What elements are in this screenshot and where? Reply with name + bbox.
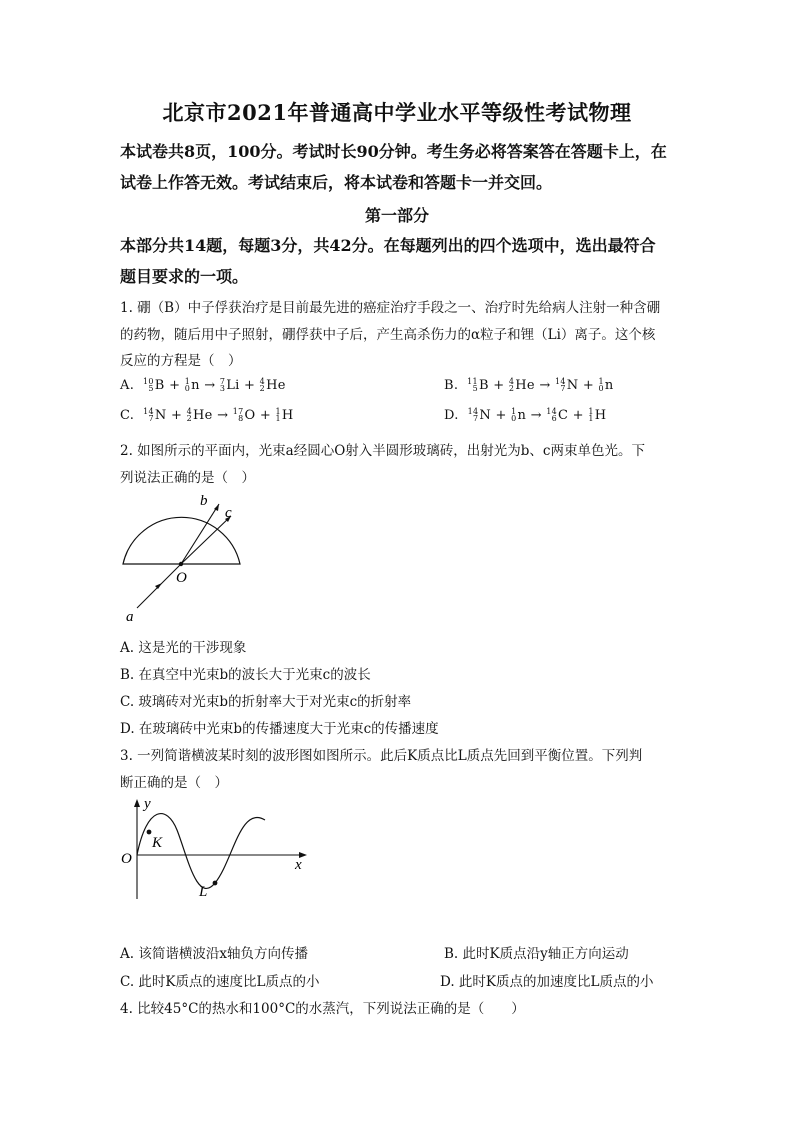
q3-wave-diagram	[115, 795, 315, 905]
q3-option-b: B. 此时K质点沿y轴正方向运动	[444, 946, 629, 962]
ray-a-arrow-icon	[155, 583, 162, 589]
label-b: b	[200, 493, 208, 509]
ray-b	[181, 504, 219, 564]
section-title: 第一部分	[364, 206, 429, 225]
q1-line-3: 反应的方程是（ ）	[120, 353, 242, 369]
section-desc-line-2: 题目要求的一项。	[120, 267, 249, 286]
q3-option-c: C. 此时K质点的速度比L质点的小	[120, 974, 320, 990]
intro-line-2: 试卷上作答无效。考试结束后，将本试卷和答题卡一并交回。	[120, 173, 553, 192]
point-o	[179, 562, 183, 566]
q1-line-1: 1. 硼（B）中子俘获治疗是目前最先进的癌症治疗手段之一、治疗时先给病人注射一种含硼	[120, 300, 661, 316]
q2-line-2: 列说法正确的是（ ）	[120, 470, 255, 486]
y-axis-arrow-icon	[134, 799, 140, 807]
section-desc-line-1: 本部分共14题，每题3分，共42分。在每题列出的四个选项中，选出最符合	[120, 236, 656, 255]
page-title: 北京市2021年普通高中学业水平等级性考试物理	[162, 100, 632, 125]
q2-line-1: 2. 如图所示的平面内，光束a经圆心O射入半圆形玻璃砖，出射光为b、c两束单色光。下	[120, 443, 645, 459]
q2-option-c: C. 玻璃砖对光束b的折射率大于对光束c的折射率	[120, 694, 412, 710]
label-a: a	[126, 609, 134, 625]
q1-option-d: D. 14 7 N + 1 0 n → 14 6 C + 1 1 H	[444, 407, 607, 423]
q1-option-c: C. 14 7 N + 4 2 He → 17 8 O + 1 1 H	[120, 407, 294, 423]
q3-option-a: A. 该简谐横波沿x轴负方向传播	[120, 946, 308, 962]
label-c: c	[225, 505, 232, 521]
label-o: O	[176, 570, 187, 586]
label-l: L	[199, 884, 208, 900]
q1-option-a: A. 10 5 B + 1 0 n → 7 3 Li + 4 2 He	[120, 377, 286, 393]
label-k: K	[152, 835, 163, 851]
q3-option-d: D. 此时K质点的加速度比L质点的小	[440, 974, 654, 990]
q2-option-b: B. 在真空中光束b的波长大于光束c的波长	[120, 667, 371, 683]
intro-line-1: 本试卷共8页，100分。考试时长90分钟。考生务必将答案答在答题卡上，在	[120, 142, 667, 161]
q1-option-b: B. 11 5 B + 4 2 He → 14 7 N + 1 0 n	[444, 377, 614, 393]
q2-semicircle-diagram	[115, 490, 250, 625]
q4-line-1: 4. 比较45°C的热水和100°C的水蒸汽，下列说法正确的是（ ）	[120, 1001, 525, 1017]
point-k	[147, 830, 152, 835]
q3-line-1: 3. 一列简谐横波某时刻的波形图如图所示。此后K质点比L质点先回到平衡位置。下列判	[120, 748, 643, 764]
ray-c	[181, 516, 231, 564]
label-y: y	[144, 796, 151, 812]
q2-option-a: A. 这是光的干涉现象	[120, 640, 247, 656]
q1-line-2: 的药物，随后用中子照射，硼俘获中子后，产生高杀伤力的α粒子和锂（Li）离子。这个核	[120, 327, 656, 343]
label-o: O	[121, 851, 132, 867]
wave-curve	[137, 814, 265, 889]
point-l	[213, 881, 218, 886]
q2-option-d: D. 在玻璃砖中光束b的传播速度大于光束c的传播速度	[120, 721, 439, 737]
label-x: x	[295, 857, 302, 873]
q3-line-2: 断正确的是（ ）	[120, 775, 228, 791]
